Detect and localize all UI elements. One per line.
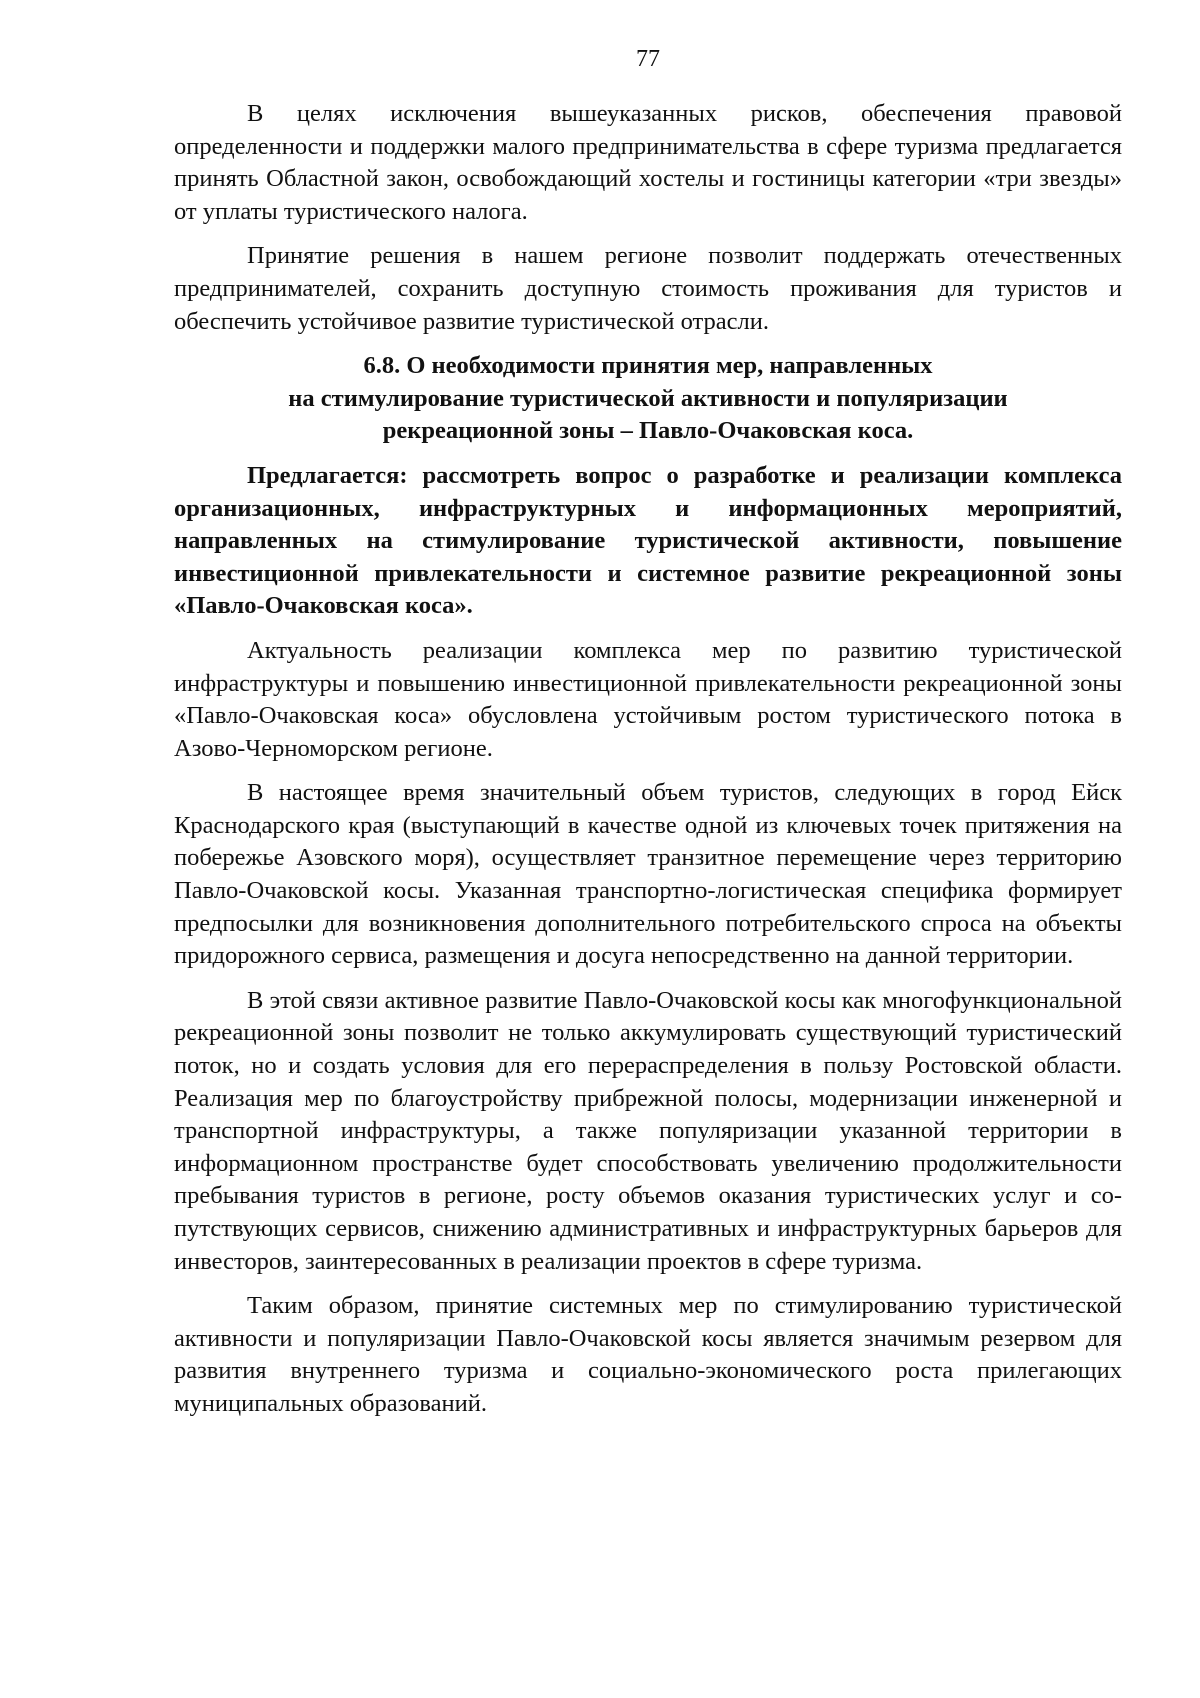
- paragraph-development: В этой связи активное развитие Павло-Очаковской косы как многофункциональной рекреационной зоны позволит не только аккумулировать существующий туристический поток, но и создать условия для его перераспределения в пользу Ростовской области. Реализация мер по благоустройству прибрежной полосы, модернизации инженерной и транспортной инфраструктуры, а также популяризации указанной территории в информационном пространстве будет способствовать увеличению продолжительности пребывания туристов в регионе, росту объемов оказания туристических услуг и сопутствующих сервисов, снижению административных и инфраструктурных барьеров для инвесторов, заинтересованных в реализации проектов в сфере туризма.: [174, 986, 1122, 1275]
- section-heading-line: на стимулирование туристической активности и популяризации: [288, 384, 1008, 412]
- section-heading-line: 6.8. О необходимости принятия мер, направленных: [363, 352, 933, 380]
- paragraph-conclusion: Таким образом, принятие системных мер по стимулированию туристической активности и популяризации Павло-Очаковской косы является значимым резервом для развития внутреннего туризма и социально-экономического роста прилегающих муниципальных образований.: [174, 1292, 1122, 1417]
- paragraph-relevance: Актуальность реализации комплекса мер по развитию туристической инфраструктуры и повышению инвестиционной привлекательности рекреационной зоны «Павло-Очаковская коса» обусловлена устойчивым ростом туристического потока в Азово-Черноморском регионе.: [174, 636, 1122, 762]
- section-proposal: Предлагается: рассмотреть вопрос о разработке и реализации комплекса организационных, инфраструктурных и информационных мероприятий, направленных на стимулирование туристической активности, повышение инвестиционной привлекательности и системное развитие рекреационной зоны «Павло-Очаковская коса».: [174, 461, 1122, 620]
- paragraph-transit-flow: В настоящее время значительный объем туристов, следующих в город Ейск Краснодарского края (выступающий в качестве одной из ключевых точек притяжения на побережье Азовского моря), осуществляет транзитное перемещение через территорию Павло-Очаковской косы. Указанная транспортно-логистическая специфика формирует предпосылки для возникновения дополнительного потребительского спроса на объекты придорожного сервиса, размещения и досуга непосредственно на данной территории.: [174, 779, 1122, 970]
- paragraph-decision-benefits: Принятие решения в нашем регионе позволит поддержать отечественных предпринимателей, сохранить доступную стоимость проживания для туристов и обеспечить устойчивое развитие туристической отрасли.: [174, 242, 1122, 335]
- section-heading: [174, 350, 1122, 448]
- page-number: 77: [636, 46, 660, 72]
- document-page: [174, 44, 1122, 1433]
- section-heading-line: рекреационной зоны – Павло-Очаковская коса.: [382, 417, 914, 445]
- paragraph-risk-exclusion: В целях исключения вышеуказанных рисков, обеспечения правовой определенности и поддержки малого предпринимательства в сфере туризма предлагается принять Областной закон, освобождающий хостелы и гостиницы категории «три звезды» от уплаты туристического налога.: [174, 100, 1122, 225]
